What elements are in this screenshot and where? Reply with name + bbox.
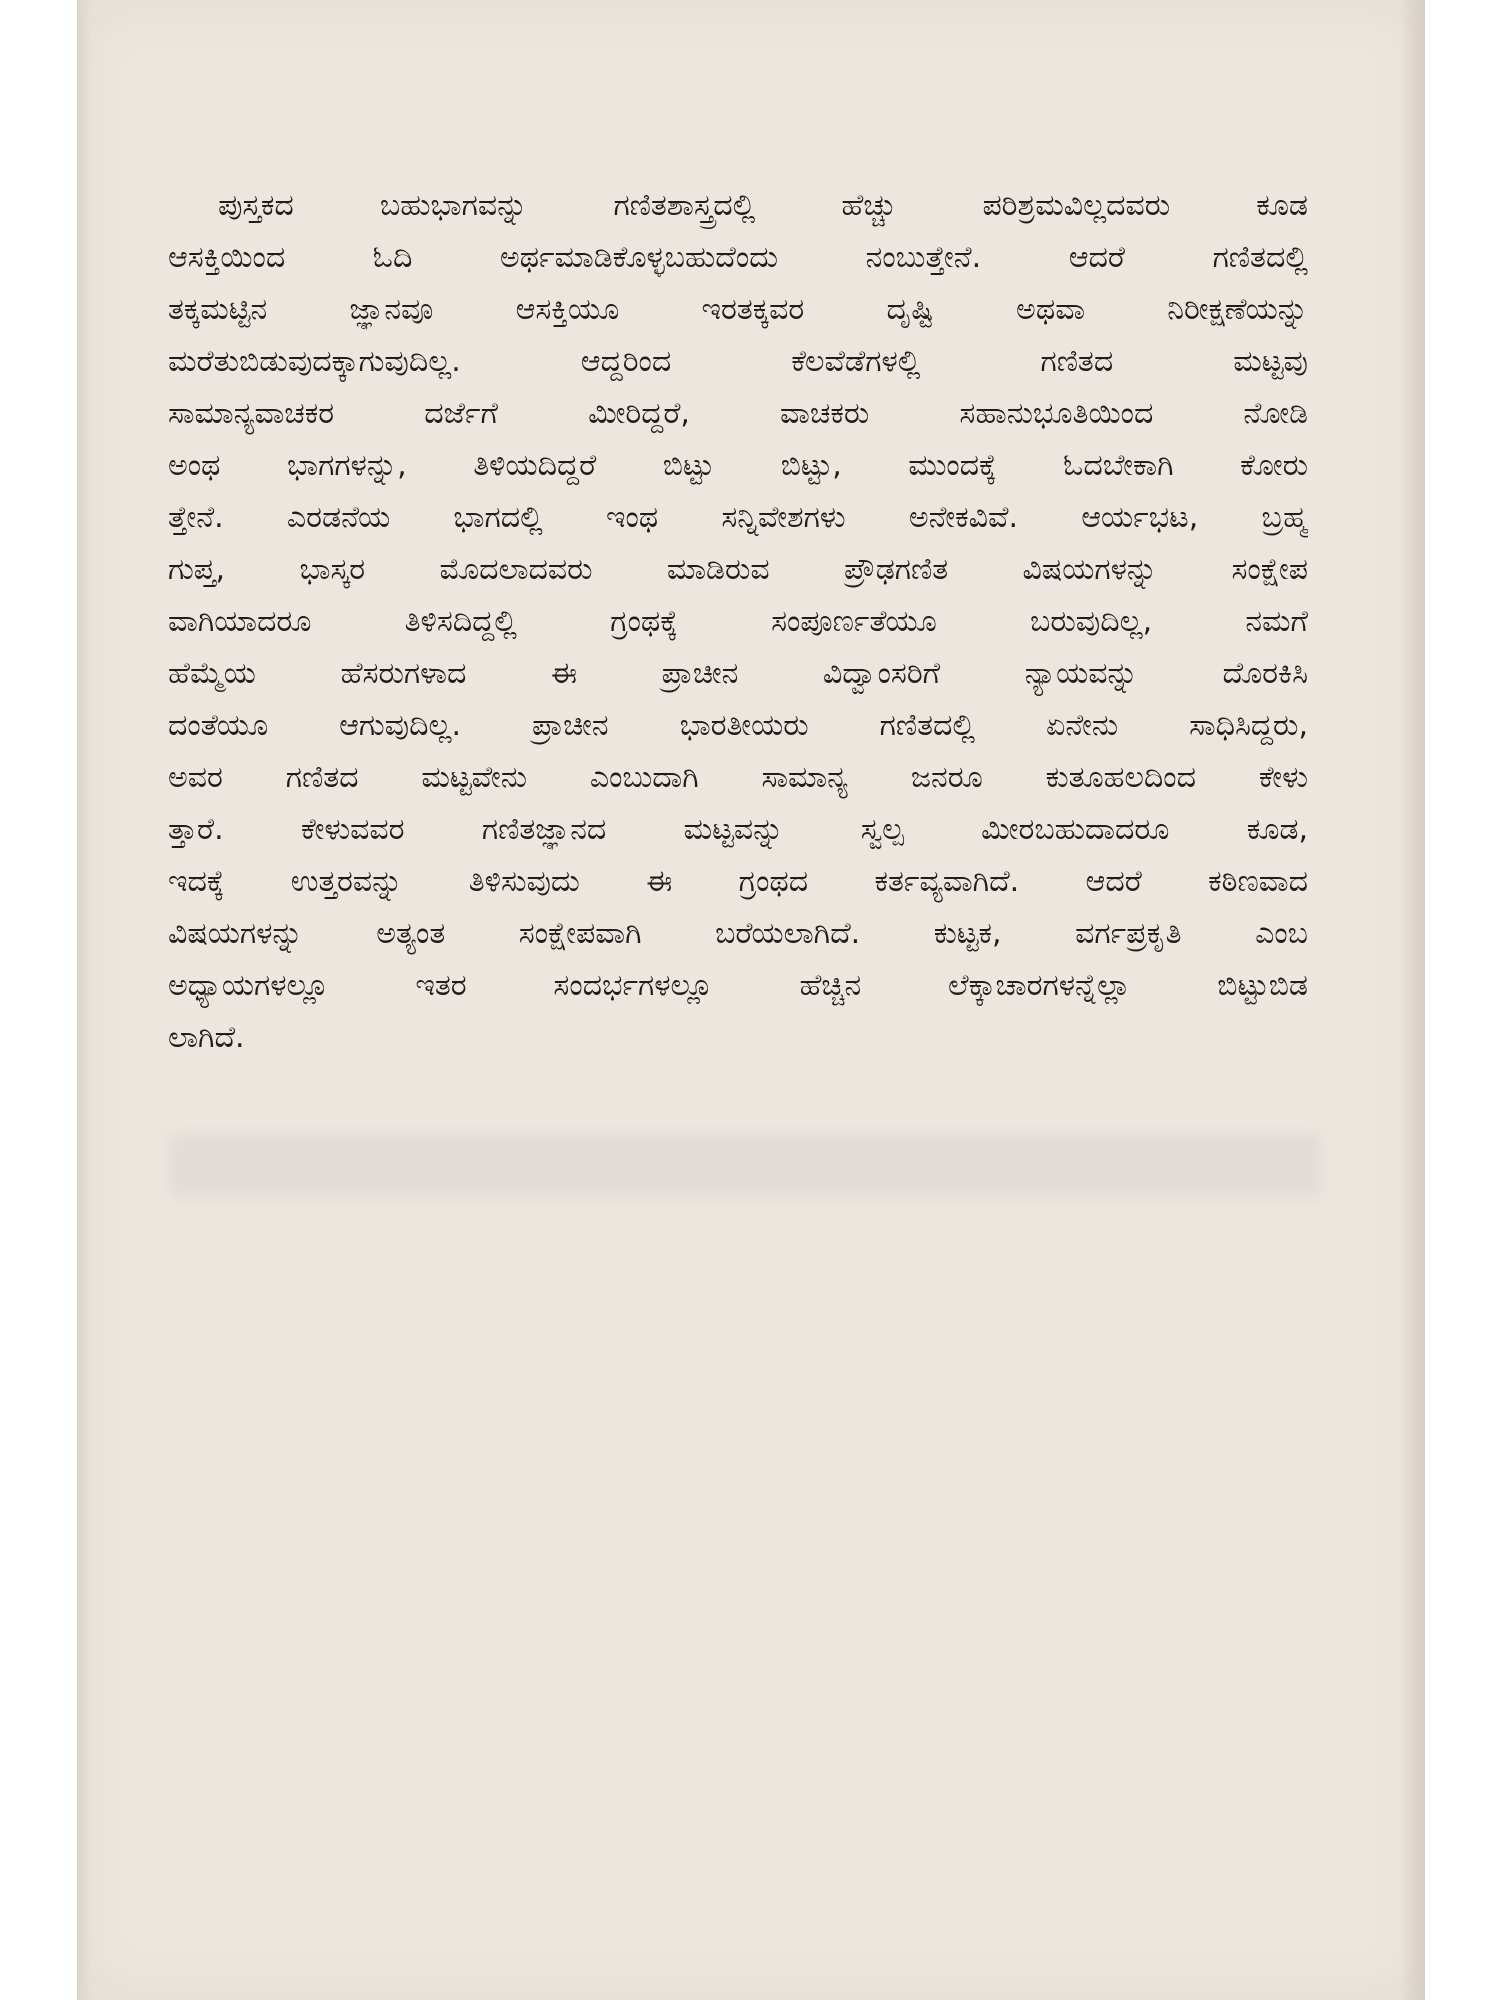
text-line: ಲಾಗಿದೆ. — [168, 1020, 245, 1055]
text-line: ಹೆಮ್ಮೆಯ ಹೆಸರುಗಳಾದ ಈ ಪ್ರಾಚೀನ ವಿದ್ವಾಂಸರಿಗೆ ನ್ಯಾಯವನ್ನು ದೊರಕಿಸಿ — [168, 656, 1308, 691]
page-edge-shadow-left — [77, 0, 91, 2000]
text-line: ಇದಕ್ಕೆ ಉತ್ತರವನ್ನು ತಿಳಿಸುವುದು ಈ ಗ್ರಂಥದ ಕರ್ತವ್ಯವಾಗಿದೆ. ಆದರೆ ಕಠಿಣವಾದ — [168, 864, 1308, 899]
text-line: ಮರೆತುಬಿಡುವುದಕ್ಕಾಗುವುದಿಲ್ಲ. ಆದ್ದರಿಂದ ಕೆಲವೆಡೆಗಳಲ್ಲಿ ಗಣಿತದ ಮಟ್ಟವು — [168, 344, 1308, 379]
text-line: ಅವರ ಗಣಿತದ ಮಟ್ಟವೇನು ಎಂಬುದಾಗಿ ಸಾಮಾನ್ಯ ಜನರೂ ಕುತೂಹಲದಿಂದ ಕೇಳು — [168, 760, 1308, 795]
text-line: ಗುಪ್ತ, ಭಾಸ್ಕರ ಮೊದಲಾದವರು ಮಾಡಿರುವ ಪ್ರೌಢಗಣಿತ ವಿಷಯಗಳನ್ನು ಸಂಕ್ಷೇಪ — [168, 552, 1308, 587]
text-line: ಅಧ್ಯಾಯಗಳಲ್ಲೂ ಇತರ ಸಂದರ್ಭಗಳಲ್ಲೂ ಹೆಚ್ಚಿನ ಲೆಕ್ಕಾಚಾರಗಳನ್ನೆಲ್ಲಾ ಬಿಟ್ಟುಬಿಡ — [168, 968, 1308, 1003]
text-line: ವಾಗಿಯಾದರೂ ತಿಳಿಸದಿದ್ದಲ್ಲಿ ಗ್ರಂಥಕ್ಕೆ ಸಂಪೂರ್ಣತೆಯೂ ಬರುವುದಿಲ್ಲ, ನಮಗೆ — [168, 604, 1308, 639]
text-line: ತ್ತಾರೆ. ಕೇಳುವವರ ಗಣಿತಜ್ಞಾನದ ಮಟ್ಟವನ್ನು ಸ್ವಲ್ಪ ಮೀರಬಹುದಾದರೂ ಕೂಡ, — [168, 812, 1308, 847]
text-line: ತ್ತೇನೆ. ಎರಡನೆಯ ಭಾಗದಲ್ಲಿ ಇಂಥ ಸನ್ನಿವೇಶಗಳು ಅನೇಕವಿವೆ. ಆರ್ಯಭಟ, ಬ್ರಹ್ಮ — [168, 500, 1308, 535]
page-edge-shadow-right — [1400, 0, 1425, 2000]
text-line: ಪುಸ್ತಕದ ಬಹುಭಾಗವನ್ನು ಗಣಿತಶಾಸ್ತ್ರದಲ್ಲಿ ಹೆಚ್ಚು ಪರಿಶ್ರಮವಿಲ್ಲದವರು ಕೂಡ — [218, 188, 1308, 223]
text-line: ಅಂಥ ಭಾಗಗಳನ್ನು, ತಿಳಿಯದಿದ್ದರೆ ಬಿಟ್ಟು ಬಿಟ್ಟು, ಮುಂದಕ್ಕೆ ಓದಬೇಕಾಗಿ ಕೋರು — [168, 448, 1308, 483]
body-paragraph — [168, 180, 1308, 1064]
text-line: ತಕ್ಕಮಟ್ಟಿನ ಜ್ಞಾನವೂ ಆಸಕ್ತಿಯೂ ಇರತಕ್ಕವರ ದೃಷ್ಟಿ ಅಥವಾ ನಿರೀಕ್ಷಣೆಯನ್ನು — [168, 292, 1308, 327]
text-line: ದಂತೆಯೂ ಆಗುವುದಿಲ್ಲ. ಪ್ರಾಚೀನ ಭಾರತೀಯರು ಗಣಿತದಲ್ಲಿ ಏನೇನು ಸಾಧಿಸಿದ್ದರು, — [168, 708, 1308, 743]
text-line: ವಿಷಯಗಳನ್ನು ಅತ್ಯಂತ ಸಂಕ್ಷೇಪವಾಗಿ ಬರೆಯಲಾಗಿದೆ. ಕುಟ್ಟಕ, ವರ್ಗಪ್ರಕೃತಿ ಎಂಬ — [168, 916, 1308, 951]
text-line: ಆಸಕ್ತಿಯಿಂದ ಓದಿ ಅರ್ಥಮಾಡಿಕೊಳ್ಳಬಹುದೆಂದು ನಂಬುತ್ತೇನೆ. ಆದರೆ ಗಣಿತದಲ್ಲಿ — [168, 240, 1308, 275]
reverse-side-show-through — [170, 1135, 1320, 1195]
text-line: ಸಾಮಾನ್ಯವಾಚಕರ ದರ್ಜೆಗೆ ಮೀರಿದ್ದರೆ, ವಾಚಕರು ಸಹಾನುಭೂತಿಯಿಂದ ನೋಡಿ — [168, 396, 1308, 431]
